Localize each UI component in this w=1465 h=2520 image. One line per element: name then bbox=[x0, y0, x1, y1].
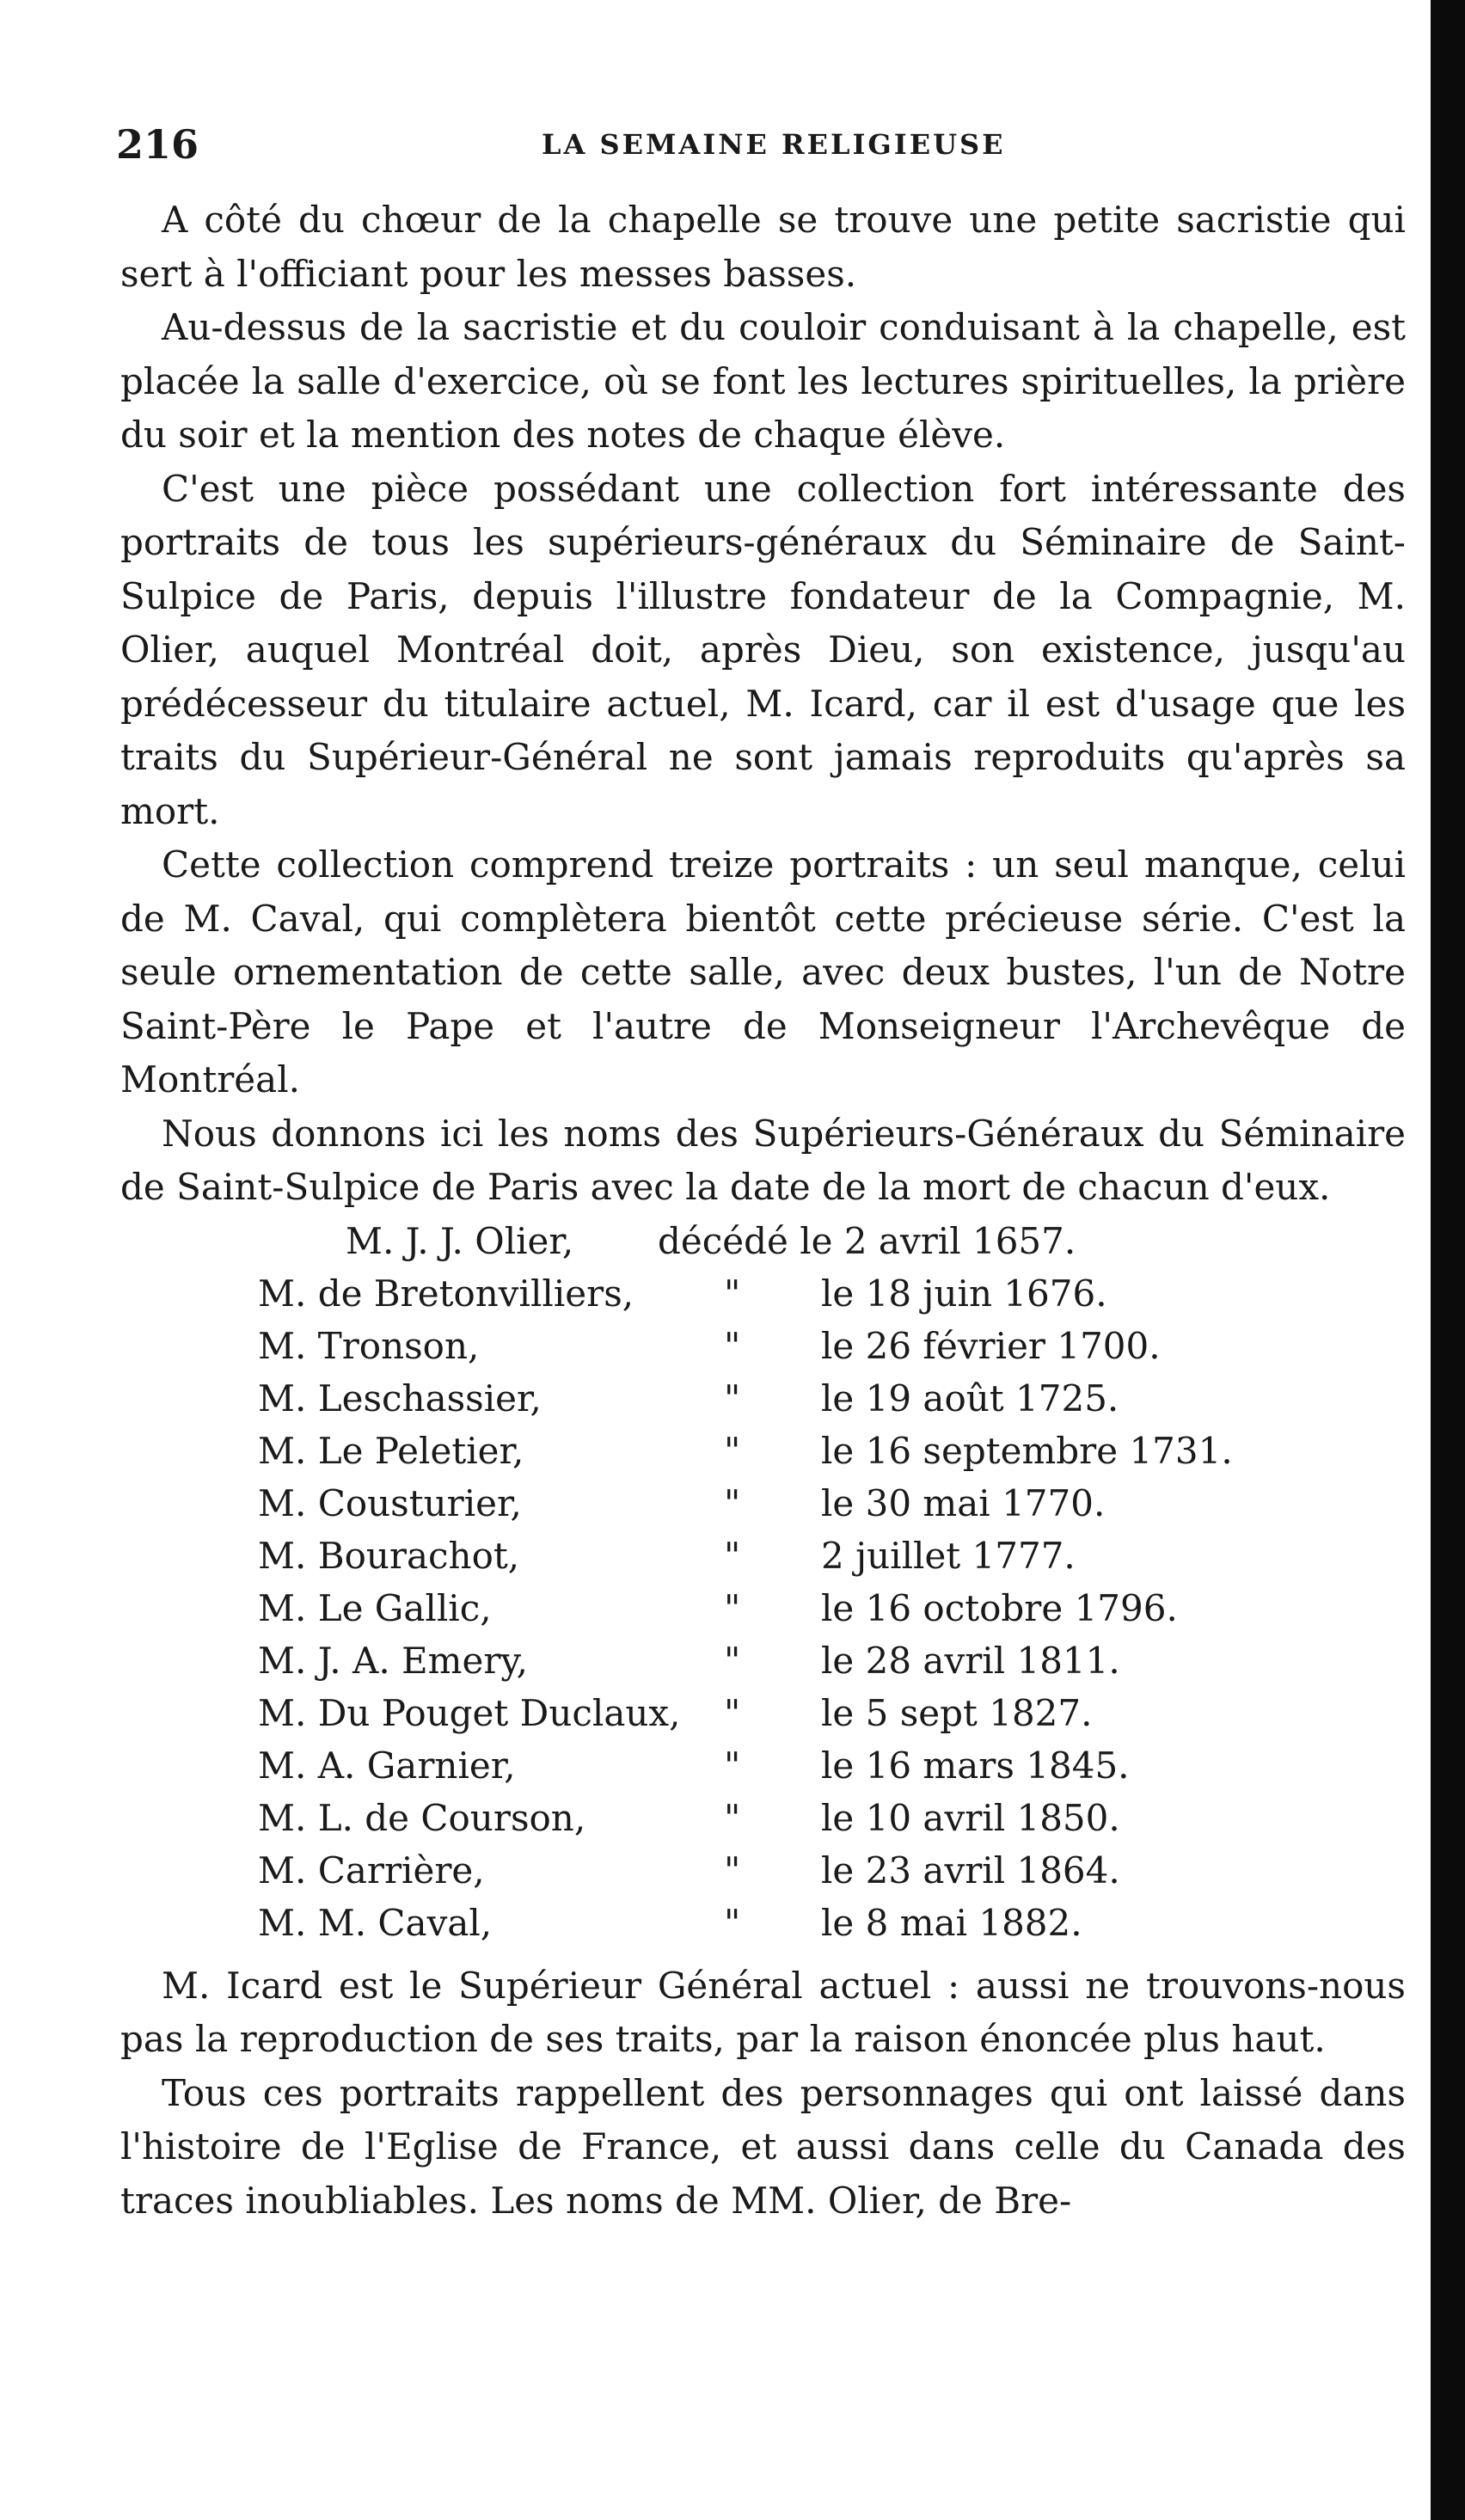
paragraph: M. Icard est le Supérieur Général actuel : aussi ne trouvons-nous pas la reproduction de ses traits, par la raison énoncée plus haut. bbox=[120, 1964, 1406, 2060]
ditto-mark: " bbox=[724, 1376, 741, 1419]
death-date: le 8 mai 1882. bbox=[821, 1901, 1082, 1944]
ditto-mark: " bbox=[724, 1744, 741, 1787]
ditto-mark: " bbox=[724, 1534, 741, 1577]
ditto-mark: " bbox=[724, 1849, 741, 1892]
paragraph: A côté du chœur de la chapelle se trouve une petite sacristie qui sert à l'officiant pour les messes basses. bbox=[120, 199, 1406, 295]
list-item bbox=[120, 1739, 1406, 1792]
superior-name: M. M. Caval, bbox=[258, 1901, 493, 1944]
superior-name: M. Carrière, bbox=[258, 1849, 485, 1892]
list-item bbox=[120, 1897, 1406, 1949]
paragraph: C'est une pièce possédant une collection fort intéressante des portraits de tous les supérieurs-généraux du Séminaire de Saint-Sulpice de Paris, depuis l'illustre fondateur de la Compagnie, M. Olier, auquel Montréal doit, après Dieu, son existence, jusqu'au prédécesseur du titulaire actuel, M. Icard, car il est d'usage que les traits du Supérieur-Général ne sont jamais reproduits qu'après sa mort. bbox=[120, 467, 1406, 832]
list-item bbox=[120, 1844, 1406, 1897]
page-header bbox=[116, 119, 1410, 170]
running-title: LA SEMAINE RELIGIEUSE bbox=[542, 128, 1006, 161]
superior-name: M. L. de Courson, bbox=[258, 1796, 586, 1839]
superior-name: M. J. A. Emery, bbox=[258, 1639, 528, 1682]
paragraph: Au-dessus de la sacristie et du couloir conduisant à la chapelle, est placée la salle d'exercice, où se font les lectures spirituelles, la prière du soir et la mention des notes de chaque élève. bbox=[120, 306, 1406, 456]
death-date: le 26 février 1700. bbox=[821, 1324, 1161, 1367]
page-number: 216 bbox=[116, 121, 199, 168]
superior-name: M. Du Pouget Duclaux, bbox=[258, 1691, 681, 1734]
death-date: le 23 avril 1864. bbox=[821, 1849, 1120, 1892]
body-text bbox=[120, 193, 1406, 2228]
list-item bbox=[120, 1372, 1406, 1425]
page-edge-shadow bbox=[1431, 0, 1465, 2520]
superior-name: M. Bourachot, bbox=[258, 1534, 520, 1577]
ditto-mark: " bbox=[724, 1796, 741, 1839]
superior-name: M. J. J. Olier, bbox=[346, 1219, 574, 1262]
superior-name: M. Tronson, bbox=[258, 1324, 480, 1367]
list-item bbox=[120, 1687, 1406, 1739]
death-date: le 5 sept 1827. bbox=[821, 1691, 1093, 1734]
death-date: le 28 avril 1811. bbox=[821, 1639, 1120, 1682]
death-date: le 10 avril 1850. bbox=[821, 1796, 1120, 1839]
list-item bbox=[120, 1477, 1406, 1530]
death-date: le 19 août 1725. bbox=[821, 1376, 1119, 1419]
superior-name: M. Leschassier, bbox=[258, 1376, 542, 1419]
death-date: le 18 juin 1676. bbox=[821, 1272, 1107, 1315]
death-date: le 16 mars 1845. bbox=[821, 1744, 1130, 1787]
list-item bbox=[120, 1634, 1406, 1687]
paragraph: Nous donnons ici les noms des Supérieurs-Généraux du Séminaire de Saint-Sulpice de Paris avec la date de la mort de chacun d'eux. bbox=[120, 1112, 1406, 1208]
list-item bbox=[120, 1425, 1406, 1477]
death-date: décédé le 2 avril 1657. bbox=[658, 1219, 1076, 1262]
list-item bbox=[120, 1582, 1406, 1634]
superior-name: M. A. Garnier, bbox=[258, 1744, 516, 1787]
superior-name: M. Le Gallic, bbox=[258, 1586, 492, 1629]
death-date: le 16 septembre 1731. bbox=[821, 1429, 1233, 1472]
ditto-mark: " bbox=[724, 1901, 741, 1944]
list-item bbox=[120, 1267, 1406, 1320]
ditto-mark: " bbox=[724, 1429, 741, 1472]
list-item bbox=[120, 1792, 1406, 1844]
superior-name: M. Cousturier, bbox=[258, 1481, 522, 1524]
ditto-mark: " bbox=[724, 1691, 741, 1734]
death-date: 2 juillet 1777. bbox=[821, 1534, 1076, 1577]
death-date: le 16 octobre 1796. bbox=[821, 1586, 1178, 1629]
paragraph: Cette collection comprend treize portraits : un seul manque, celui de M. Caval, qui complètera bientôt cette précieuse série. C'est la seule ornementation de cette salle, avec deux bustes, l'un de Notre Saint-Père le Pape et l'autre de Monseigneur l'Archevêque de Montréal. bbox=[120, 843, 1406, 1101]
superior-name: M. Le Peletier, bbox=[258, 1429, 524, 1472]
ditto-mark: " bbox=[724, 1481, 741, 1524]
paragraph: Tous ces portraits rappellent des personnages qui ont laissé dans l'histoire de l'Eglise de France, et aussi dans celle du Canada des traces inoubliables. Les noms de MM. Olier, de Bre- bbox=[120, 2071, 1406, 2222]
list-item bbox=[120, 1530, 1406, 1582]
list-item bbox=[120, 1215, 1406, 1267]
death-date: le 30 mai 1770. bbox=[821, 1481, 1106, 1524]
superior-name: M. de Bretonvilliers, bbox=[258, 1272, 634, 1315]
list-item bbox=[120, 1320, 1406, 1372]
superiors-list bbox=[120, 1215, 1406, 1949]
ditto-mark: " bbox=[724, 1272, 741, 1315]
ditto-mark: " bbox=[724, 1586, 741, 1629]
ditto-mark: " bbox=[724, 1639, 741, 1682]
ditto-mark: " bbox=[724, 1324, 741, 1367]
